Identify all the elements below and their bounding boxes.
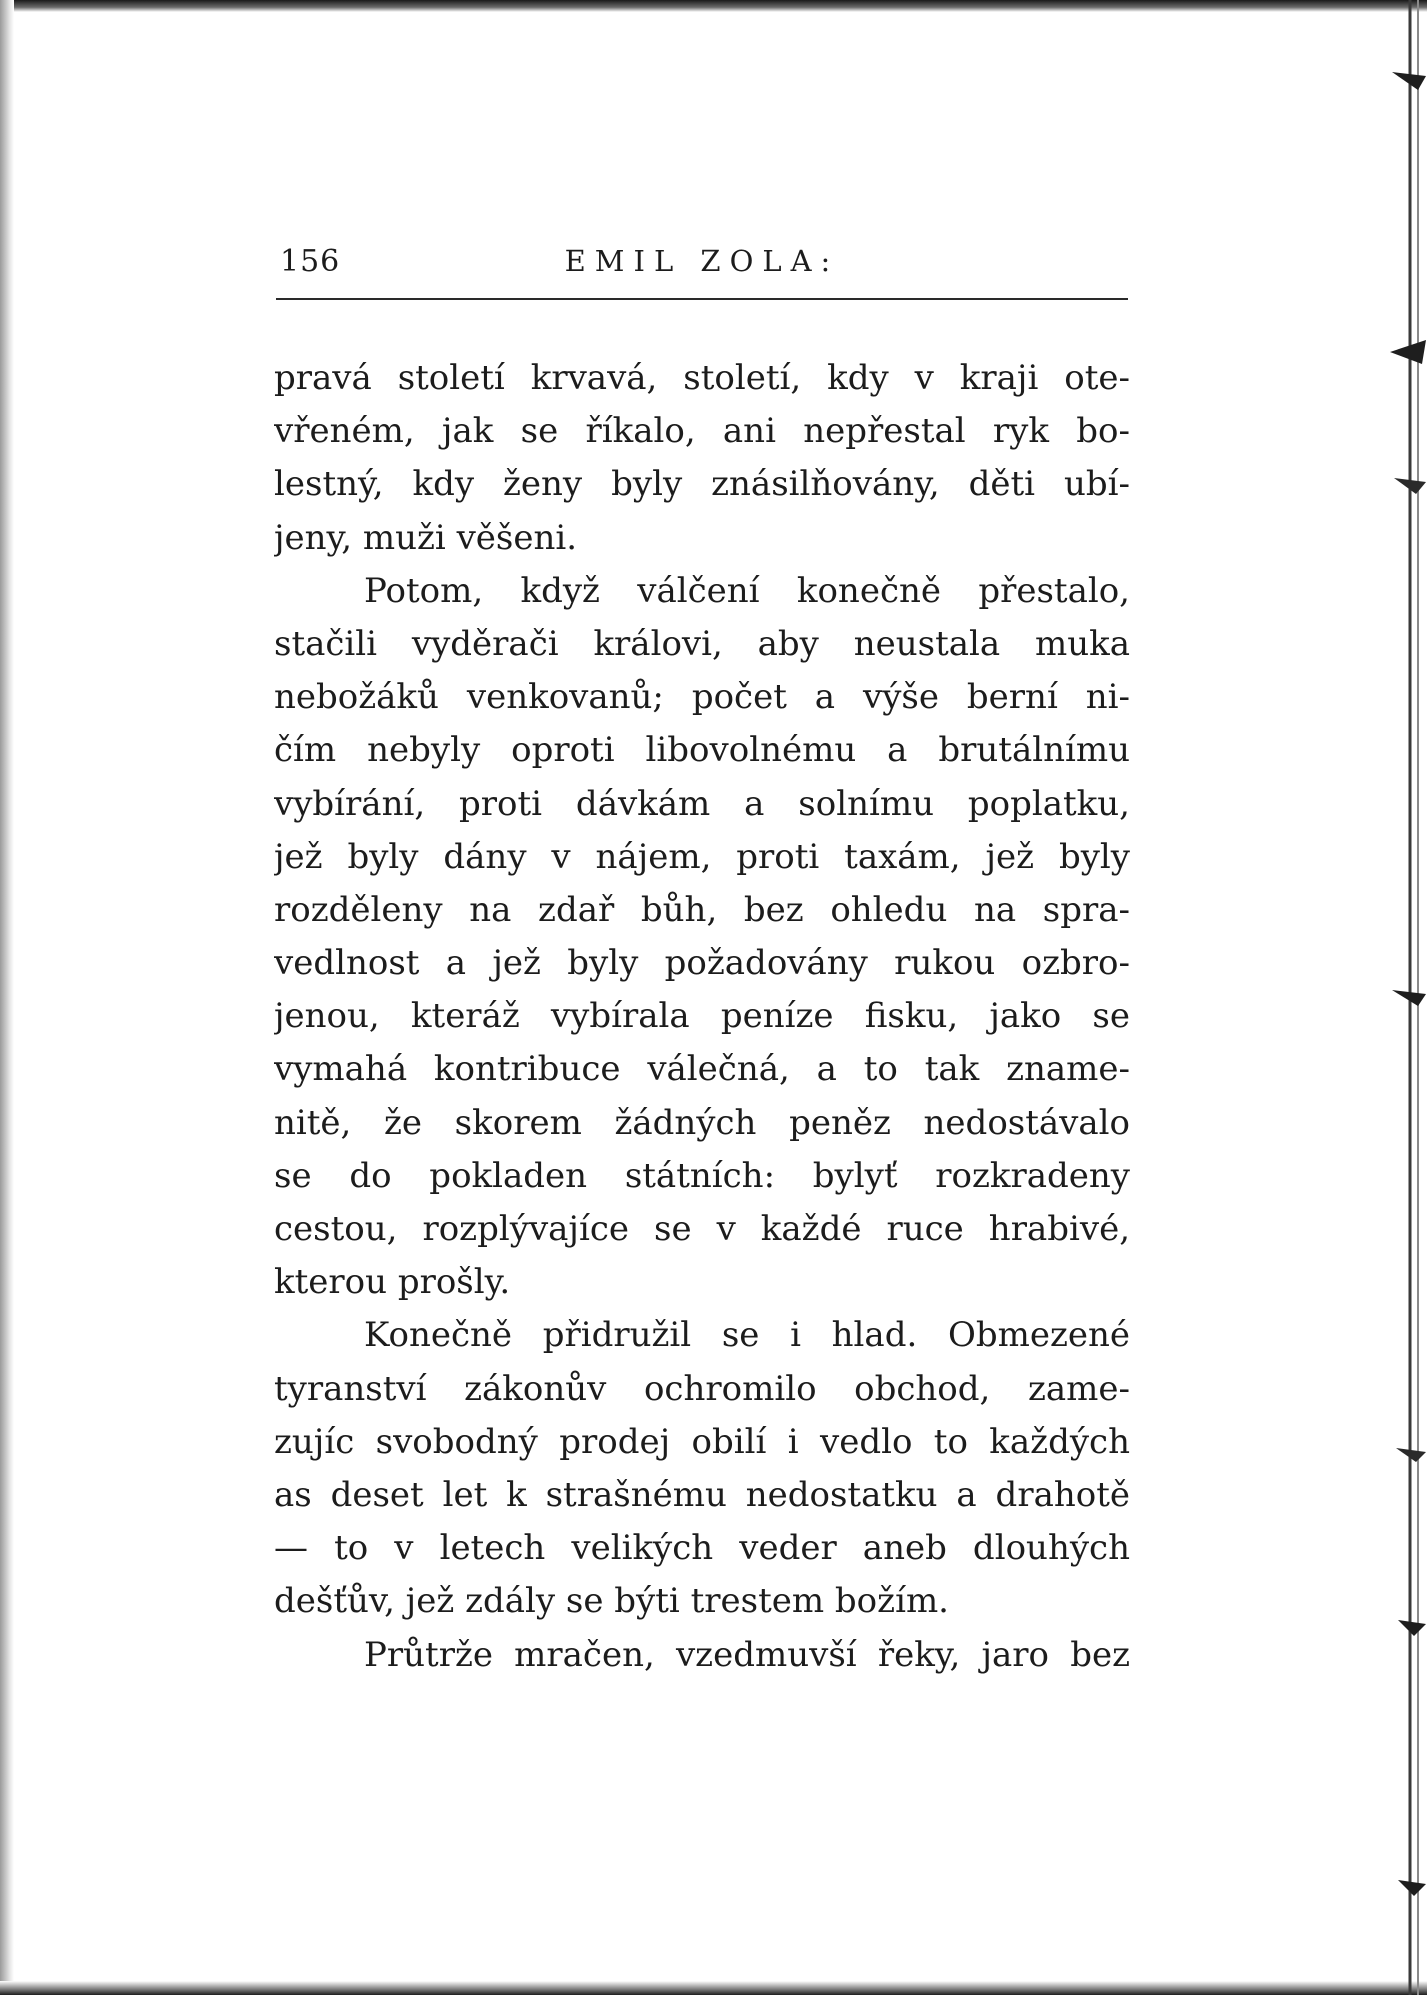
text-line: Průtrže mračen, vzedmuvší řeky, jaro bez: [364, 1634, 1130, 1675]
text-line: tyranství zákonův ochromilo obchod, zame-: [274, 1368, 1130, 1409]
scan-edge-left: [0, 0, 14, 1995]
text-line: zujíc svobodný prodej obilí i vedlo to každých: [274, 1421, 1130, 1462]
text-line: se do pokladen státních: bylyť rozkradeny: [274, 1155, 1130, 1196]
text-line: as deset let k strašnému nedostatku a drahotě: [274, 1474, 1130, 1515]
text-line: čím nebyly oproti libovolnému a brutálnímu: [274, 730, 1130, 771]
text-line: vřeném, jak se říkalo, ani nepřestal ryk bo-: [274, 411, 1130, 452]
text-line: jež byly dány v nájem, proti taxám, jež byly: [274, 836, 1130, 877]
text-line: stačili vyděrači královi, aby neustala muka: [274, 623, 1130, 664]
text-line: pravá století krvavá, století, kdy v kraji ote-: [274, 358, 1130, 398]
text-line: lestný, kdy ženy byly znásilňovány, děti ubí-: [274, 464, 1130, 505]
text-line: vybírání, proti dávkám a solnímu poplatku,: [274, 783, 1130, 824]
scan-edge-bottom: [0, 1981, 1427, 1995]
text-line: kterou prošly.: [274, 1262, 511, 1303]
running-head-title: EMIL ZOLA:: [564, 244, 840, 278]
header-rule: [276, 298, 1128, 300]
text-line: — to v letech velikých veder aneb dlouhých: [274, 1528, 1130, 1569]
binding-spine: [1388, 0, 1427, 1995]
text-line: vymahá kontribuce válečná, a to tak zname-: [274, 1049, 1130, 1090]
scan-edge-top: [0, 0, 1427, 12]
text-line: jenou, kteráž vybírala peníze fisku, jako se: [274, 996, 1130, 1037]
text-line: jeny, muži věšeni.: [274, 517, 578, 558]
text-line: vedlnost a jež byly požadovány rukou ozbro-: [274, 943, 1130, 984]
text-line: Konečně přidružil se i hlad. Obmezené: [364, 1315, 1130, 1356]
body-text: [274, 352, 1130, 1682]
text-line: Potom, když válčení konečně přestalo,: [364, 570, 1130, 611]
text-line: dešťův, jež zdály se býti trestem božím.: [274, 1581, 949, 1622]
page-number: 156: [280, 244, 341, 279]
text-line: cestou, rozplývajíce se v každé ruce hrabivé,: [274, 1209, 1130, 1249]
text-line: nitě, že skorem žádných peněz nedostávalo: [274, 1102, 1130, 1143]
running-head: [274, 244, 1130, 284]
text-line: nebožáků venkovanů; počet a výše berní ni-: [274, 677, 1130, 718]
text-line: rozděleny na zdař bůh, bez ohledu na spra-: [274, 889, 1130, 930]
